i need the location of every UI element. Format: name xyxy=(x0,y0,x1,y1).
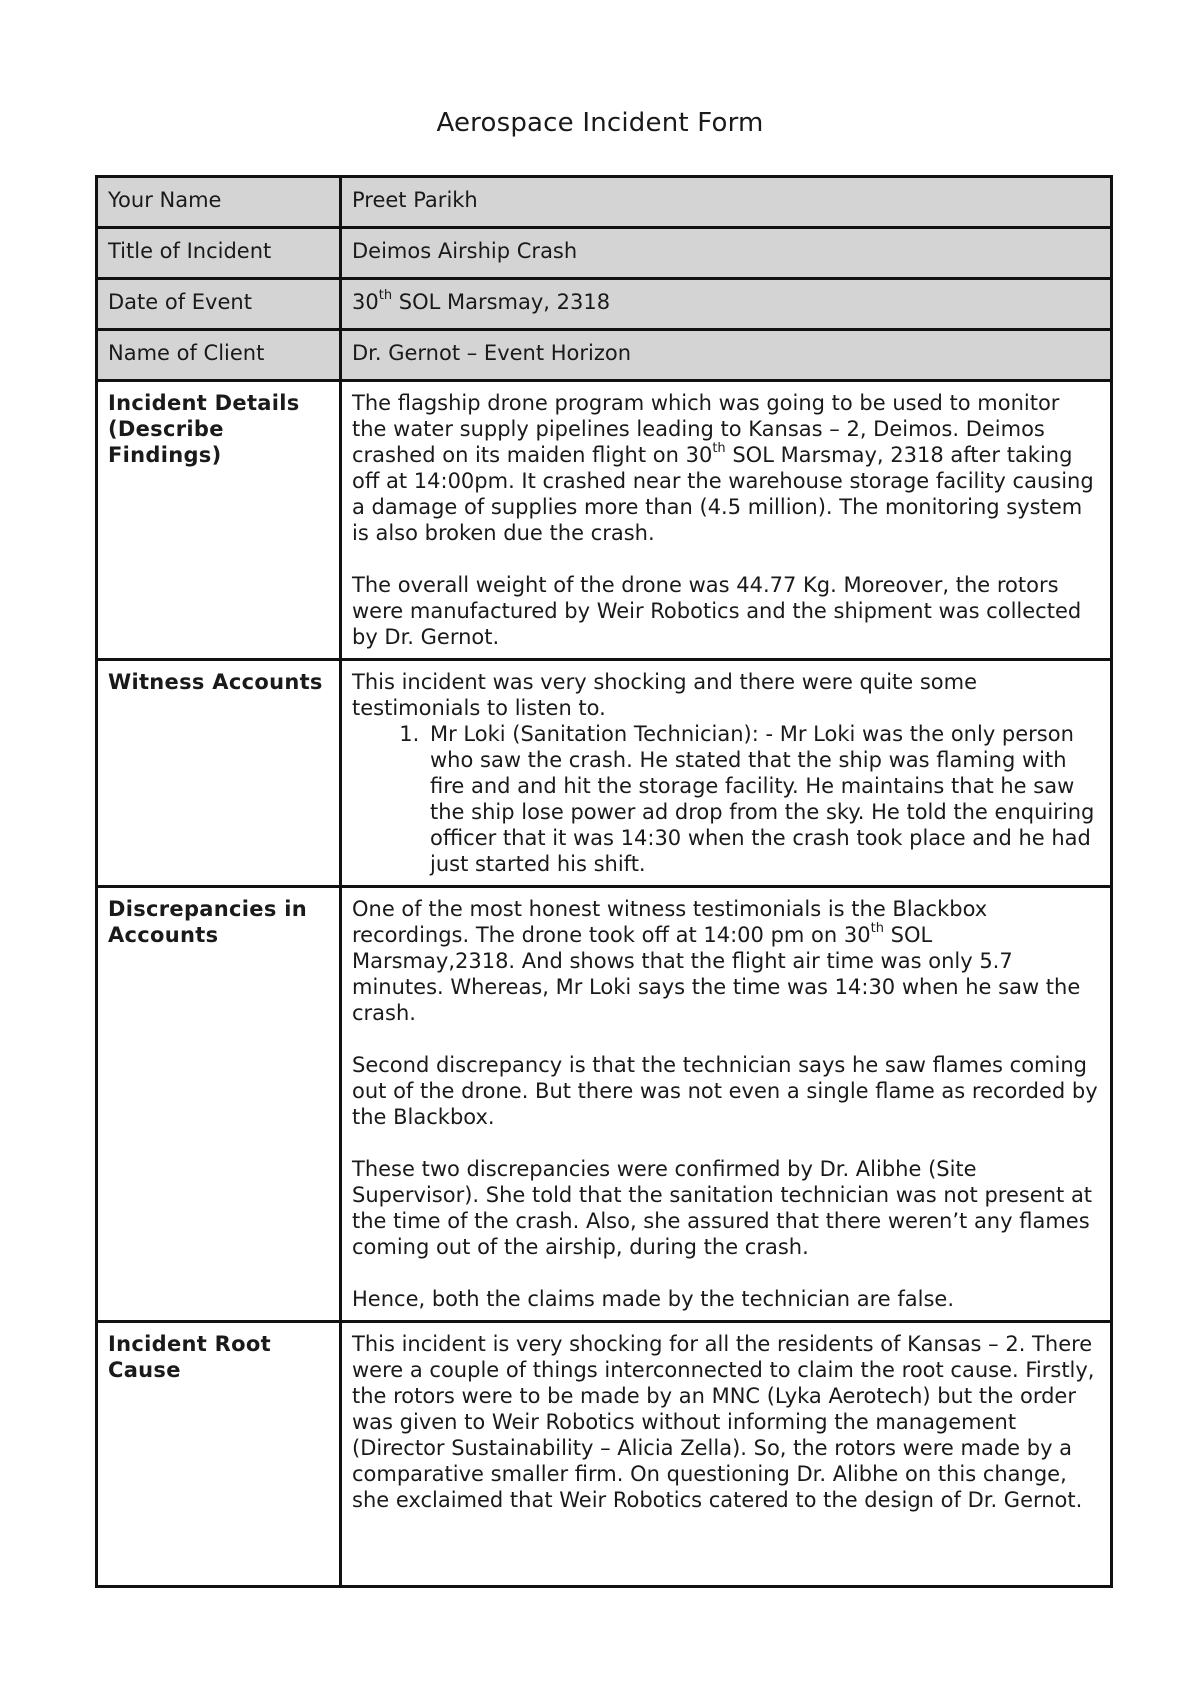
incident-details-ordinal: th xyxy=(712,441,726,456)
witness-intro: This incident was very shocking and there were quite some testimonials to listen to. xyxy=(352,670,978,720)
discrepancies-text-a: One of the most honest witness testimonials is the Blackbox recordings. The drone took off at 14:00 pm on 30 xyxy=(352,897,988,947)
discrepancies-label: Discrepancies in Accounts xyxy=(97,887,341,1322)
your-name-value: Preet Parikh xyxy=(341,177,1112,228)
incident-details-label: Incident Details (Describe Findings) xyxy=(97,381,341,660)
witness-accounts-label: Witness Accounts xyxy=(97,660,341,887)
witness-list-item: 1. Mr Loki (Sanitation Technician): - Mr Loki was the only person who saw the crash. He stated that the ship was flaming with fire and and hit the storage facility. He maintains that he saw the ship lose power ad drop from the sky. He told the enquiring officer that it was 14:30 when the crash took place and he had just started his shift. xyxy=(426,721,1100,877)
form-row-root-cause xyxy=(97,1322,1112,1587)
incident-details-text-a: The flagship drone program which was going to be used to monitor the water supply pipelines leading to Kansas – 2, Deimos. Deimos crashed on its maiden flight on 30 xyxy=(352,391,1060,467)
form-row-witness-accounts xyxy=(97,660,1112,887)
discrepancies-paragraph-2: Second discrepancy is that the technician says he saw flames coming out of the drone. But there was not even a single flame as recorded by the Blackbox. xyxy=(352,1053,1098,1129)
root-cause-value xyxy=(341,1322,1112,1587)
incident-form-table xyxy=(95,175,1113,1588)
form-row-incident-details xyxy=(97,381,1112,660)
date-of-event-value xyxy=(341,279,1112,330)
date-rest: SOL Marsmay, 2318 xyxy=(392,290,611,314)
witness-list xyxy=(352,721,1100,877)
form-row-your-name xyxy=(97,177,1112,228)
discrepancies-text-b: SOL Marsmay,2318. And shows that the flight air time was only 5.7 minutes. Whereas, Mr Loki says the time was 14:30 when he saw the crash. xyxy=(352,923,1081,1025)
page-title: Aerospace Incident Form xyxy=(436,108,764,138)
name-of-client-label: Name of Client xyxy=(97,330,341,381)
root-cause-paragraph: This incident is very shocking for all the residents of Kansas – 2. There were a couple of things interconnected to claim the root cause. Firstly, the rotors were to be made by an MNC (Lyka Aerotech) but the order was given to Weir Robotics without informing the management (Director Sustainability – Alicia Zella). So, the rotors were made by a comparative smaller firm. On questioning Dr. Alibhe on this change, she exclaimed that Weir Robotics catered to the design of Dr. Gernot. xyxy=(352,1332,1095,1512)
incident-details-value xyxy=(341,381,1112,660)
form-row-name-of-client xyxy=(97,330,1112,381)
witness-accounts-value xyxy=(341,660,1112,887)
root-cause-label: Incident Root Cause xyxy=(97,1322,341,1587)
incident-details-text-b: SOL Marsmay, 2318 after taking off at 14:00pm. It crashed near the warehouse storage facility causing a damage of supplies more than (4.5 million). The monitoring system is also broken due the crash. xyxy=(352,443,1094,545)
title-of-incident-label: Title of Incident xyxy=(97,228,341,279)
form-row-date-of-event xyxy=(97,279,1112,330)
date-of-event-label: Date of Event xyxy=(97,279,341,330)
incident-details-paragraph-2: The overall weight of the drone was 44.77 Kg. Moreover, the rotors were manufactured by Weir Robotics and the shipment was collected by Dr. Gernot. xyxy=(352,573,1082,649)
discrepancies-paragraph-1 xyxy=(352,896,1100,1026)
discrepancies-paragraph-4: Hence, both the claims made by the technician are false. xyxy=(352,1287,955,1311)
name-of-client-value: Dr. Gernot – Event Horizon xyxy=(341,330,1112,381)
form-row-title-of-incident xyxy=(97,228,1112,279)
incident-details-paragraph xyxy=(352,390,1100,546)
your-name-label: Your Name xyxy=(97,177,341,228)
date-ordinal: th xyxy=(378,288,393,303)
form-row-discrepancies xyxy=(97,887,1112,1322)
discrepancies-ordinal: th xyxy=(870,921,884,936)
title-of-incident-value: Deimos Airship Crash xyxy=(341,228,1112,279)
discrepancies-paragraph-3: These two discrepancies were confirmed by Dr. Alibhe (Site Supervisor). She told that the sanitation technician was not present at the time of the crash. Also, she assured that there weren’t any flames coming out of the airship, during the crash. xyxy=(352,1157,1093,1259)
discrepancies-value xyxy=(341,887,1112,1322)
date-day: 30 xyxy=(352,290,379,314)
